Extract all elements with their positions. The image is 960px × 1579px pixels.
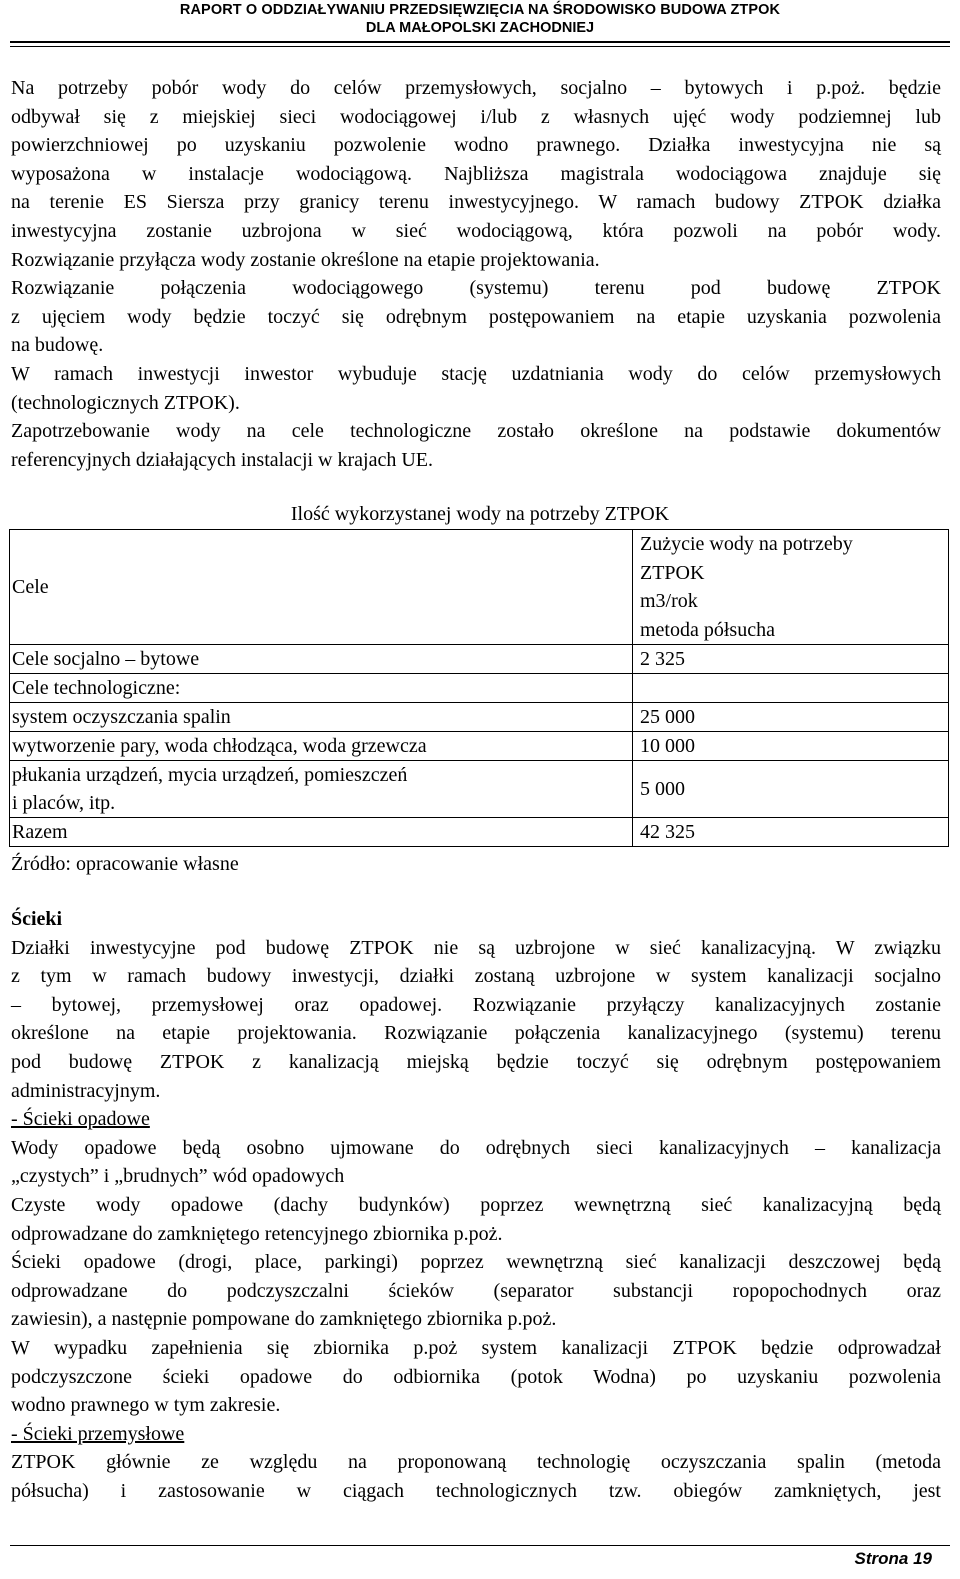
rain-heading-text: - Ścieki opadowe: [11, 1108, 150, 1131]
station-paragraph: [11, 360, 941, 417]
sewage-section: [11, 905, 941, 1505]
header-usage-line: m3/rok: [640, 590, 698, 612]
text-line: inwestycyjna zostanie uzbrojona w sieć wodociągową, która pozwoli na pobór wody.: [11, 219, 941, 242]
row-value: [633, 674, 949, 703]
rain-paragraph-2: [11, 1191, 941, 1248]
row-value: 42 325: [633, 818, 949, 847]
table-row: [10, 761, 949, 818]
text-line: ZTPOK głównie ze względu na proponowaną technologię oczyszczania spalin (metoda: [11, 1451, 941, 1474]
table-source: Źródło: opracowanie własne: [11, 853, 239, 875]
header-cell-purpose: Cele: [10, 530, 633, 645]
text-line: na terenie ES Siersza przy granicy terenu inwestycyjnego. W ramach budowy ZTPOK działka: [11, 191, 941, 214]
text-line: (technologicznych ZTPOK).: [11, 391, 240, 414]
text-line: – bytowej, przemysłowej oraz opadowej. Rozwiązanie przyłączy kanalizacyjnych zostanie: [11, 993, 941, 1016]
table-title: Ilość wykorzystanej wody na potrzeby ZTPOK: [290, 503, 670, 525]
demand-paragraph: [11, 417, 941, 474]
water-usage-table: [9, 529, 949, 847]
text-line: określone na etapie projektowania. Rozwiązanie połączenia kanalizacyjnego (systemu) terenu: [11, 1022, 941, 1045]
rain-paragraph-4: [11, 1334, 941, 1420]
text-line: W ramach inwestycji inwestor wybuduje stację uzdatniania wody do celów przemysłowych: [11, 362, 941, 385]
row-value: 10 000: [633, 732, 949, 761]
footer-rule: [10, 1545, 950, 1546]
header-rule-thin: [10, 46, 950, 47]
text-line: administracyjnym.: [11, 1079, 161, 1102]
rain-heading: [11, 1105, 941, 1134]
sewage-intro-paragraph: [11, 934, 941, 1106]
text-line: „czystych” i „brudnych” wód opadowych: [11, 1165, 345, 1188]
text-line: odprowadzane do zamkniętego retencyjnego zbiornika p.poż.: [11, 1222, 503, 1245]
table-header-row: [10, 530, 949, 645]
text-line: z ujęciem wody będzie toczyć się odrębnym postępowaniem na etapie uzyskania pozwolenia: [11, 305, 941, 328]
text-line: Rozwiązanie połączenia wodociągowego (systemu) terenu pod budowę ZTPOK: [11, 277, 941, 300]
text-line: Rozwiązanie przyłącza wody zostanie określone na etapie projektowania.: [11, 248, 600, 271]
row-value: 25 000: [633, 703, 949, 732]
table-row: [10, 674, 949, 703]
water-supply-section: [11, 74, 941, 474]
table-row-total: [10, 818, 949, 847]
industrial-heading-text: - Ścieki przemysłowe: [11, 1422, 185, 1445]
text-line: Czyste wody opadowe (dachy budynków) poprzez wewnętrzną sieć kanalizacyjną będą: [11, 1193, 941, 1216]
row-label-line: i placów, itp.: [12, 792, 116, 814]
row-label: Cele socjalno – bytowe: [10, 645, 633, 674]
rain-paragraph-1: [11, 1134, 941, 1191]
row-value: 2 325: [633, 645, 949, 674]
row-label: [10, 761, 633, 818]
table-row: [10, 732, 949, 761]
text-line: z tym w ramach budowy inwestycji, działki zostaną uzbrojone w system kanalizacji socjalno: [11, 965, 941, 988]
header-usage-line: Zużycie wody na potrzeby: [640, 533, 853, 555]
text-line: wodno prawnego w tym zakresie.: [11, 1394, 281, 1417]
text-line: Wody opadowe będą osobno ujmowane do odrębnych sieci kanalizacyjnych – kanalizacja: [11, 1136, 941, 1159]
header-cell-usage: [633, 530, 949, 645]
row-label: wytworzenie pary, woda chłodząca, woda grzewcza: [10, 732, 633, 761]
text-line: Na potrzeby pobór wody do celów przemysłowych, socjalno – bytowych i p.poż. będzie: [11, 77, 941, 99]
row-label: Razem: [10, 818, 633, 847]
row-label: Cele technologiczne:: [10, 674, 633, 703]
text-line: referencyjnych działających instalacji w krajach UE.: [11, 448, 434, 471]
text-line: na budowę.: [11, 334, 104, 357]
table-row: [10, 703, 949, 732]
text-line: W wypadku zapełnienia się zbiornika p.poż system kanalizacji ZTPOK będzie odprowadzał: [11, 1336, 941, 1359]
row-value: 5 000: [633, 761, 949, 818]
header-rule-thick: [10, 41, 950, 43]
text-line: Zapotrzebowanie wody na cele technologiczne zostało określone na podstawie dokumentów: [11, 420, 941, 443]
industrial-heading: [11, 1420, 941, 1449]
text-line: półsucha) i zastosowanie w ciągach technologicznych tzw. obiegów zamkniętych, jest: [11, 1479, 941, 1502]
text-line: podczyszczone ścieki opadowe do odbiornika (potok Wodna) po uzyskaniu pozwolenia: [11, 1365, 941, 1388]
sewage-heading: Ścieki: [11, 908, 63, 930]
text-line: zawiesin), a następnie pompowane do zamkniętego zbiornika p.poż.: [11, 1308, 557, 1331]
text-line: odprowadzane do podczyszczalni ścieków (separator substancji ropopochodnych oraz: [11, 1279, 941, 1302]
intro-paragraph: [11, 74, 941, 274]
row-label-line: płukania urządzeń, mycia urządzeń, pomieszczeń: [12, 764, 408, 786]
text-line: Ścieki opadowe (drogi, place, parkingi) poprzez wewnętrzną sieć kanalizacji deszczowej będą: [11, 1251, 941, 1274]
text-line: Działki inwestycyjne pod budowę ZTPOK nie są uzbrojone w sieć kanalizacyjną. W związku: [11, 936, 941, 959]
table-row: [10, 645, 949, 674]
header-title-line2: DLA MAŁOPOLSKI ZACHODNIEJ: [365, 20, 595, 36]
text-line: pod budowę ZTPOK z kanalizacją miejską będzie toczyć się odrębnym postępowaniem: [11, 1050, 941, 1073]
connection-paragraph: [11, 274, 941, 360]
header-usage-line: metoda półsucha: [640, 618, 775, 641]
industrial-paragraph-1: [11, 1448, 941, 1505]
rain-paragraph-3: [11, 1248, 941, 1334]
text-line: powierzchniowej po uzyskaniu pozwolenie wodno prawnego. Działka inwestycyjna nie są: [11, 134, 941, 157]
page-number: Strona 19: [854, 1549, 932, 1568]
header-usage-line: ZTPOK: [640, 561, 705, 584]
row-label: system oczyszczania spalin: [10, 703, 633, 732]
text-line: wyposażona w instalacje wodociągową. Najbliższa magistrala wodociągowa znajduje się: [11, 162, 941, 185]
header-title-line1: RAPORT O ODDZIAŁYWANIU PRZEDSIĘWZIĘCIA NA ŚRODOWISKO BUDOWA ZTPOK: [179, 2, 781, 18]
text-line: odbywał się z miejskiej sieci wodociągowej i/lub z własnych ujęć wody podziemnej lub: [11, 105, 941, 128]
